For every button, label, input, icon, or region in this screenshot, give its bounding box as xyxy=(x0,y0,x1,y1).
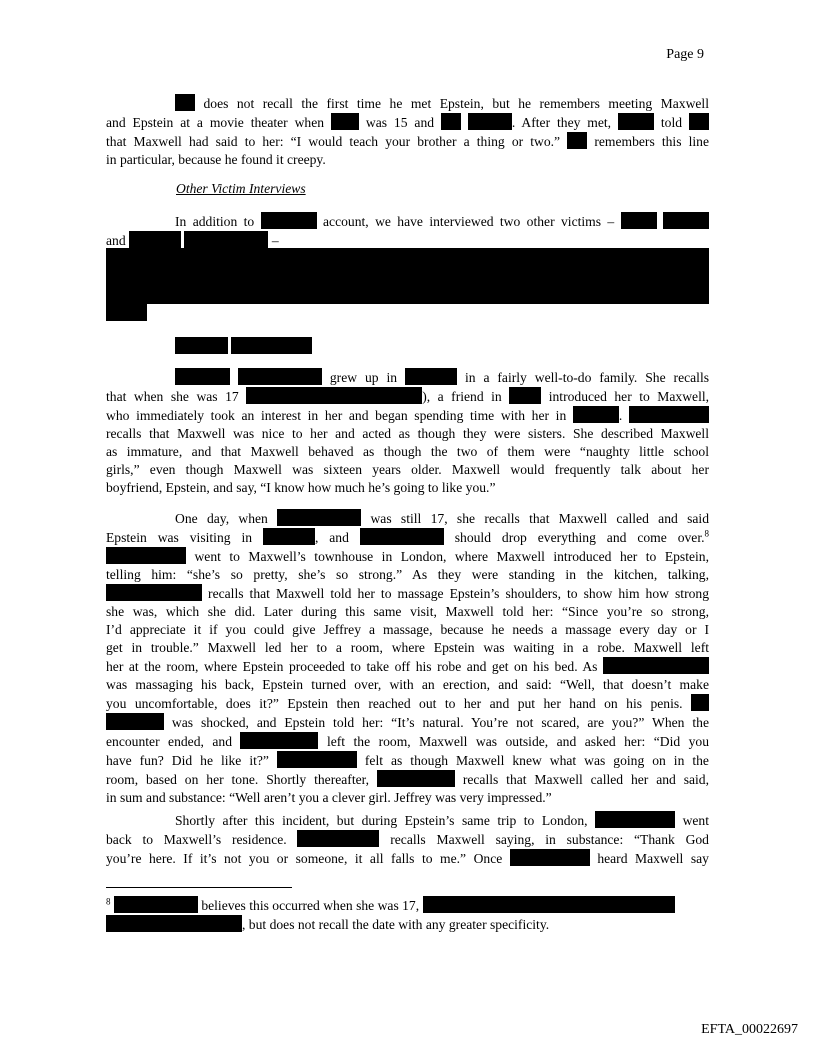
paragraph-2 xyxy=(106,212,709,250)
redaction-block xyxy=(106,304,147,321)
redaction xyxy=(573,406,619,423)
redaction xyxy=(377,770,455,787)
footnote xyxy=(106,896,709,934)
redaction xyxy=(691,694,709,711)
redaction-block xyxy=(106,248,709,304)
text-line: does not recall the first time he met Epstein, but he remembers meeting Maxwell xyxy=(106,94,709,113)
text-line: One day, when was still 17, she recalls that Maxwell called and said xyxy=(175,511,710,526)
redaction xyxy=(277,751,357,768)
redaction xyxy=(360,528,444,545)
footnote-separator xyxy=(106,887,292,888)
paragraph-1 xyxy=(106,94,709,169)
redaction xyxy=(106,547,186,564)
text-line: recalls that Maxwell told her to massage Epstein’s shoulders, to show him how strong xyxy=(106,584,709,603)
redaction xyxy=(509,387,541,404)
redaction xyxy=(621,212,657,229)
text-line: as immature, and that Maxwell behaved as though the two of them were “naughty little school xyxy=(106,444,709,459)
text-line: and Epstein at a movie theater when was 15 and . After they met, told xyxy=(106,113,709,132)
text-line: grew up in in a fairly well-to-do family. She recalls xyxy=(106,368,709,387)
text-line: you uncomfortable, does it?” Epstein then reached out to her and put her hand on his penis. xyxy=(106,694,709,713)
redaction xyxy=(510,849,590,866)
section-heading: Other Victim Interviews xyxy=(176,181,306,196)
redaction xyxy=(331,113,359,130)
paragraph-3 xyxy=(106,368,709,497)
redaction xyxy=(468,113,512,130)
redaction xyxy=(263,528,315,545)
text-line: encounter ended, and left the room, Maxwell was outside, and asked her: “Did you xyxy=(106,734,709,749)
text-line: who immediately took an interest in her and began spending time with her in . xyxy=(106,406,709,425)
text-line: in sum and substance: “Well aren’t you a clever girl. Jeffrey was very impressed.” xyxy=(106,790,552,805)
footnote-line: , but does not recall the date with any greater specificity. xyxy=(106,915,709,934)
paragraph-4 xyxy=(106,509,709,807)
footnote-line: $^8$ believes this occurred when she was 17, xyxy=(106,896,709,915)
redaction xyxy=(603,657,709,674)
redaction xyxy=(106,713,164,730)
text-line: boyfriend, Epstein, and say, “I know how much he’s going to like you.” xyxy=(106,480,496,495)
redaction xyxy=(129,231,181,248)
redaction xyxy=(595,811,675,828)
footnote-ref: 8 xyxy=(704,528,709,539)
redaction xyxy=(405,368,457,385)
redaction xyxy=(184,231,268,248)
text-line: that when she was 17 ), a friend in introduced her to Maxwell, xyxy=(106,389,710,404)
text-line: have fun? Did he like it?” felt as though Maxwell knew what was going on in the xyxy=(106,753,709,768)
paragraph-5 xyxy=(106,811,709,868)
text-line: In addition to account, we have interviewed two other victims – xyxy=(106,212,709,231)
text-line: I’d appreciate it if you could give Jeffrey a massage, because he needs a massage every day or I xyxy=(106,622,709,637)
redaction xyxy=(423,896,675,913)
text-line: room, based on her tone. Shortly thereafter, recalls that Maxwell called her and said, xyxy=(106,772,709,787)
redaction xyxy=(106,584,202,601)
text-line: you’re here. If it’s not you or someone, it all falls to me.” Once heard Maxwell say xyxy=(106,851,709,866)
text-line: recalls that Maxwell was nice to her and acted as though they were sisters. She described Maxwell xyxy=(106,426,709,441)
redaction xyxy=(238,368,322,385)
redaction-block xyxy=(175,337,228,354)
redaction xyxy=(106,915,242,932)
page-number: Page 9 xyxy=(666,47,704,62)
text-line: she was, which she did. Later during this same visit, Maxwell told her: “Since you’re so strong, xyxy=(106,604,709,619)
text-line: in particular, because he found it creepy. xyxy=(106,152,326,167)
text-line: back to Maxwell’s residence. recalls Maxwell saying, in substance: “Thank God xyxy=(106,832,709,847)
text-line: her at the room, where Epstein proceeded to take off his robe and get on his bed. As xyxy=(106,657,709,676)
text-line: Epstein was visiting in , and should drop everything and come over.$^8$ xyxy=(106,528,709,545)
redaction xyxy=(567,132,587,149)
redaction xyxy=(175,368,230,385)
redaction xyxy=(261,212,317,229)
text-line: went to Maxwell’s townhouse in London, where Maxwell introduced her to Epstein, xyxy=(106,547,709,566)
redaction xyxy=(114,896,198,913)
redaction xyxy=(277,509,361,526)
redaction xyxy=(297,830,379,847)
bates-number: EFTA_00022697 xyxy=(701,1022,798,1037)
text-line: and – xyxy=(106,233,279,248)
redaction xyxy=(629,406,709,423)
redaction xyxy=(689,113,709,130)
text-line: get in trouble.” Maxwell led her to a room, where Epstein was waiting in a robe. Maxwell left xyxy=(106,640,709,655)
text-line: telling him: “she’s so pretty, she’s so strong.” As they were standing in the kitchen, talking, xyxy=(106,567,709,582)
redaction xyxy=(663,212,709,229)
text-line: Shortly after this incident, but during Epstein’s same trip to London, went xyxy=(175,813,710,828)
text-line: was massaging his back, Epstein turned over, with an erection, and said: “Well, that doesn’t make xyxy=(106,677,709,692)
redaction-block xyxy=(231,337,312,354)
redaction xyxy=(441,113,461,130)
redaction xyxy=(246,387,422,404)
text-line: was shocked, and Epstein told her: “It’s natural. You’re not scared, are you?” When the xyxy=(106,713,709,732)
footnote-marker: 8 xyxy=(106,896,111,907)
redaction xyxy=(240,732,318,749)
text-line: girls,” even though Maxwell was sixteen years older. Maxwell would frequently talk about her xyxy=(106,462,709,477)
text-line: that Maxwell had said to her: “I would teach your brother a thing or two.” remembers this line xyxy=(106,134,709,149)
redaction xyxy=(618,113,654,130)
redaction xyxy=(175,94,195,111)
